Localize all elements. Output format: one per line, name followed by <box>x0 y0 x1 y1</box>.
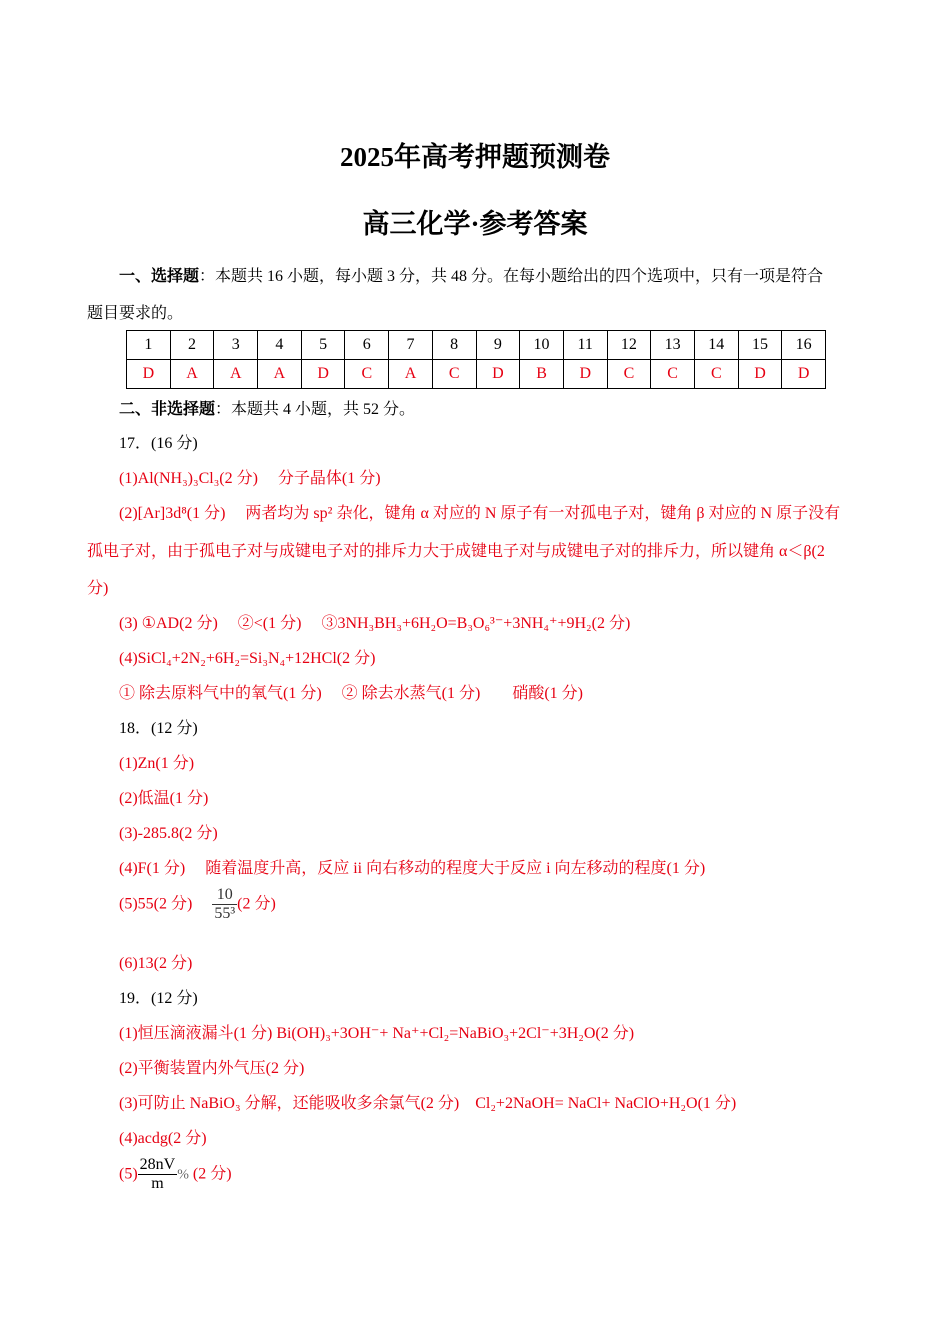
answer-table-answer-cell: A <box>214 360 258 389</box>
answer-table-number-cell: 16 <box>782 331 826 360</box>
q18-answer-1: (1)Zn(1 分) <box>119 755 195 772</box>
section2-line <box>119 396 415 419</box>
answer-table-number-cell: 13 <box>651 331 695 360</box>
page-title: 2025年高考押题预测卷 <box>340 142 610 172</box>
answer-table-number-cell: 3 <box>214 331 258 360</box>
answer-table-number-cell: 15 <box>738 331 782 360</box>
q18-fraction-numerator: 10 <box>212 886 237 905</box>
answer-table-number-cell: 2 <box>170 331 214 360</box>
q18-answer-3: (3)-285.8(2 分) <box>119 825 218 842</box>
q17-answer-1: (1)Al(NH₃)₃Cl₃(2 分) 分子晶体(1 分) <box>119 470 381 487</box>
q19-answer-5-left: (5) <box>119 1165 138 1183</box>
answer-table-answer-cell: D <box>782 360 826 389</box>
q19-percent: % <box>177 1167 189 1183</box>
section1-text: ：本题共 16 小题，每小题 3 分，共 48 分。在每小题给出的四个选项中，只有一项是符合 <box>199 268 824 285</box>
answer-table-number-cell: 5 <box>301 331 345 360</box>
q19-answer-3: (3)可防止 NaBiO₃ 分解，还能吸收多余氯气(2 分) Cl₂+2NaOH= NaCl+ NaClO+H₂O(1 分) <box>119 1095 737 1112</box>
section1-head: 一、选择题 <box>119 268 200 285</box>
answer-table-number-cell: 8 <box>432 331 476 360</box>
answer-table-answer-cell: D <box>563 360 607 389</box>
answer-table-answer-cell: A <box>389 360 433 389</box>
answer-table-answer-row <box>127 360 826 389</box>
answer-table-answer-cell: D <box>301 360 345 389</box>
q17-answer-3: (3) ①AD(2 分) ②<(1 分) ③3NH₃BH₃+6H₂O=B₃O₆³⁻+3NH₄⁺+9H₂(2 分) <box>119 615 631 632</box>
answer-table-number-cell: 9 <box>476 331 520 360</box>
q18-answer-5-right: (2 分) <box>237 895 276 913</box>
q17-answer-4: (4)SiCl₄+2N₂+6H₂=Si₃N₄+12HCl(2 分) <box>119 650 376 667</box>
answer-table-answer-cell: C <box>651 360 695 389</box>
answer-table-number-cell: 7 <box>389 331 433 360</box>
answer-table-number-cell: 6 <box>345 331 389 360</box>
q19-answer-4: (4)acdg(2 分) <box>119 1130 207 1147</box>
section2-head: 二、非选择题 <box>119 401 216 418</box>
answer-table-number-cell: 1 <box>127 331 171 360</box>
q19-head: 19．(12 分) <box>119 990 198 1007</box>
q18-head: 18．(12 分) <box>119 720 198 737</box>
q17-answer-5: ① 除去原料气中的氧气(1 分) ② 除去水蒸气(1 分) 硝酸(1 分) <box>119 685 583 702</box>
page-subtitle: 高三化学·参考答案 <box>362 209 588 239</box>
q18-answer-2: (2)低温(1 分) <box>119 790 209 807</box>
section1-line <box>119 263 823 286</box>
answer-table <box>126 330 826 389</box>
q19-answer-1: (1)恒压滴液漏斗(1 分) Bi(OH)₃+3OH⁻+ Na⁺+Cl₂=NaBiO₃+2Cl⁻+3H₂O(2 分) <box>119 1025 635 1042</box>
q19-fraction-numerator: 28nV <box>138 1156 178 1175</box>
answer-table-number-cell: 11 <box>563 331 607 360</box>
q17-answer-2b: 孤电子对，由于孤电子对与成键电子对的排斥力大于成键电子对与成键电子对的排斥力，所以键角 α＜β(2 <box>87 543 825 560</box>
q18-answer-4: (4)F(1 分) 随着温度升高，反应 ii 向右移动的程度大于反应 i 向左移动的程度(1 分) <box>119 860 706 877</box>
answer-table-answer-cell: B <box>520 360 564 389</box>
answer-table-answer-cell: C <box>694 360 738 389</box>
section1-text2: 题目要求的。 <box>87 305 184 322</box>
q18-answer-5 <box>119 886 276 924</box>
q19-answer-2: (2)平衡装置内外气压(2 分) <box>119 1060 305 1077</box>
answer-table-number-cell: 12 <box>607 331 651 360</box>
answer-table-answer-cell: A <box>170 360 214 389</box>
q19-fraction <box>138 1156 178 1194</box>
section2-text: ：本题共 4 小题，共 52 分。 <box>215 401 416 418</box>
answer-table-number-cell: 4 <box>258 331 302 360</box>
answer-table-answer-cell: D <box>738 360 782 389</box>
answer-table-number-row <box>127 331 826 360</box>
q18-fraction <box>212 886 237 924</box>
q19-answer-5-right: (2 分) <box>188 1165 232 1183</box>
q19-fraction-denominator: m <box>151 1175 164 1193</box>
q17-answer-2c: 分) <box>87 580 109 597</box>
q17-head: 17．(16 分) <box>119 435 198 452</box>
q18-answer-6: (6)13(2 分) <box>119 955 193 972</box>
q18-fraction-denominator: 55³ <box>214 905 236 923</box>
answer-table-number-cell: 10 <box>520 331 564 360</box>
answer-table-number-cell: 14 <box>694 331 738 360</box>
q19-answer-5 <box>119 1156 232 1194</box>
q17-answer-2a: (2)[Ar]3d⁸(1 分) 两者均为 sp² 杂化，键角 α 对应的 N 原子有一对孤电子对，键角 β 对应的 N 原子没有 <box>119 505 841 522</box>
answer-table-answer-cell: C <box>345 360 389 389</box>
q18-answer-5-left: (5)55(2 分) <box>119 895 193 913</box>
answer-table-answer-cell: C <box>607 360 651 389</box>
answer-table-answer-cell: D <box>476 360 520 389</box>
answer-table-answer-cell: A <box>258 360 302 389</box>
answer-table-answer-cell: C <box>432 360 476 389</box>
answer-table-answer-cell: D <box>127 360 171 389</box>
